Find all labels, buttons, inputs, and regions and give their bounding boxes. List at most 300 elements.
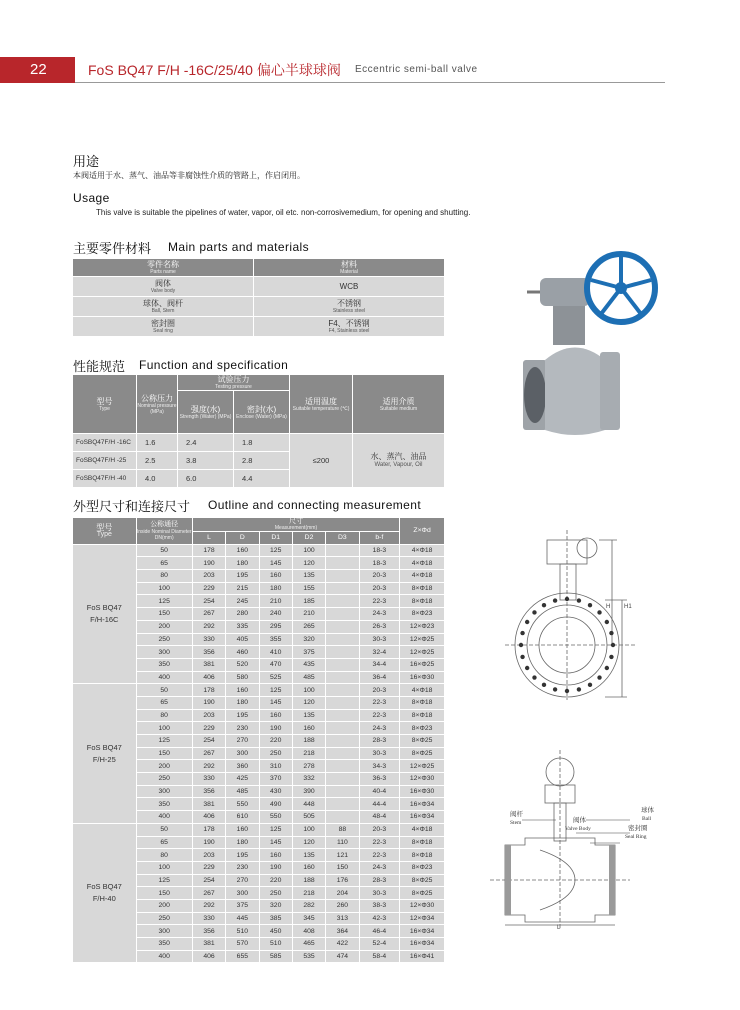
dims-cell [326, 646, 359, 659]
dims-cell: 65 [136, 836, 192, 849]
spec-type: FoSBQ47F/H -16C [73, 434, 137, 452]
dims-cell: 300 [136, 785, 192, 798]
dims-cell: 535 [292, 950, 325, 963]
part-name: 密封圈 Seal ring [73, 317, 254, 337]
dims-cell: 12×Φ25 [400, 646, 445, 659]
dims-cell: 422 [326, 938, 359, 951]
bolt-hole-icon [597, 675, 601, 679]
dims-cell: 8×Φ23 [400, 608, 445, 621]
dims-cell: 313 [326, 912, 359, 925]
dims-cell: 50 [136, 823, 192, 836]
dims-cell: 188 [292, 735, 325, 748]
dims-cell: 190 [192, 836, 225, 849]
dims-cell: 24-3 [359, 861, 400, 874]
usage-text-en: This valve is suitable the pipelines of water, vapor, oil etc. non-corrosivemedium, for opening and shutting. [96, 208, 471, 217]
dims-col-d3: D3 [326, 532, 359, 545]
dims-cell: 12×Φ25 [400, 633, 445, 646]
ball-label-en: Ball [642, 816, 652, 822]
dims-cell: 30-3 [359, 747, 400, 760]
dims-cell: 190 [192, 557, 225, 570]
header-subtitle: Eccentric semi-ball valve [355, 64, 478, 75]
bolt-hole-icon [577, 598, 581, 602]
dims-cell: 48-4 [359, 811, 400, 824]
dims-cell: 8×Φ23 [400, 722, 445, 735]
dims-row [73, 684, 445, 697]
part-material: WCB [254, 277, 445, 297]
valve-photo [505, 240, 660, 440]
dims-cell: 406 [192, 811, 225, 824]
dims-cell: 34-4 [359, 658, 400, 671]
dims-cell: 430 [259, 785, 292, 798]
dims-cell: 245 [226, 595, 259, 608]
dims-cell: 20-3 [359, 684, 400, 697]
dims-cell: 24-3 [359, 608, 400, 621]
header-rule [75, 82, 665, 83]
spec-pn: 1.6 [137, 434, 178, 452]
dims-cell: 125 [259, 544, 292, 557]
dims-cell: 381 [192, 798, 225, 811]
dims-cell: 16×Φ34 [400, 811, 445, 824]
dims-cell: 52-4 [359, 938, 400, 951]
dims-cell: 375 [226, 899, 259, 912]
dims-cell: 160 [292, 722, 325, 735]
dims-cell: 292 [192, 620, 225, 633]
dims-cell: 16×Φ25 [400, 658, 445, 671]
dims-heading-en: Outline and connecting measurement [208, 498, 422, 512]
dims-cell: 125 [259, 684, 292, 697]
dims-cell: 178 [192, 544, 225, 557]
bolt-hole-icon [565, 689, 569, 693]
dims-cell: 24-3 [359, 722, 400, 735]
dims-cell [326, 722, 359, 735]
dims-cell: 356 [192, 646, 225, 659]
dims-cell: 22-3 [359, 709, 400, 722]
dims-cell: 30-3 [359, 633, 400, 646]
dims-cell: 145 [259, 696, 292, 709]
bolt-hole-icon [542, 603, 546, 607]
bolt-hole-icon [588, 603, 592, 607]
dims-cell: 200 [136, 620, 192, 633]
dims-cell: 330 [192, 633, 225, 646]
usage-heading-en: Usage [73, 191, 110, 205]
dims-cell: 145 [259, 557, 292, 570]
dims-cell: 203 [192, 849, 225, 862]
dims-cell: 300 [136, 646, 192, 659]
bolt-hole-icon [553, 598, 557, 602]
dims-cell: 121 [326, 849, 359, 862]
dims-cell [326, 633, 359, 646]
spec-strength: 3.8 [178, 452, 234, 470]
dims-cell: 100 [136, 861, 192, 874]
dims-cell: 36-4 [359, 671, 400, 684]
spec-heading-cn: 性能规范 [73, 359, 126, 374]
dims-cell: 180 [259, 582, 292, 595]
dims-cell: 80 [136, 709, 192, 722]
dims-cell: 229 [192, 722, 225, 735]
dims-cell: 160 [226, 544, 259, 557]
bolt-hole-icon [609, 631, 613, 635]
dims-heading-cn: 外型尺寸和连接尺寸 [73, 499, 191, 514]
dims-cell: 36-3 [359, 773, 400, 786]
gearbox-shape [540, 278, 590, 306]
dims-cell: 350 [136, 938, 192, 951]
dims-col-bf: b-f [359, 532, 400, 545]
dims-cell: 100 [292, 823, 325, 836]
dims-cell: 100 [136, 582, 192, 595]
parts-row [73, 317, 445, 337]
dims-cell: 270 [226, 874, 259, 887]
dims-cell: 195 [226, 709, 259, 722]
bolt-hole-icon [553, 687, 557, 691]
bolt-hole-icon [605, 666, 609, 670]
dims-cell: 425 [226, 773, 259, 786]
dims-cell: 254 [192, 595, 225, 608]
spec-header-row [73, 375, 445, 391]
dims-cell: 240 [259, 608, 292, 621]
dims-cell: 50 [136, 544, 192, 557]
valve-bore-icon [524, 367, 546, 423]
dims-cell: 300 [136, 925, 192, 938]
dims-cell: 405 [226, 633, 259, 646]
dims-cell: 16×Φ30 [400, 785, 445, 798]
dims-cell: 200 [136, 760, 192, 773]
bolt-hole-icon [588, 683, 592, 687]
bolt-hole-icon [520, 631, 524, 635]
spec-header-strength: 强度(水) Strength (Water) (MPa) [178, 391, 234, 434]
bolt-hole-icon [532, 610, 536, 614]
dims-cell: 150 [136, 747, 192, 760]
spec-header-pn: 公称压力 Nominal pressure (MPa) [137, 375, 178, 434]
spec-seal: 2.8 [234, 452, 290, 470]
dims-cell: 204 [326, 887, 359, 900]
dims-cell: 265 [292, 620, 325, 633]
dims-cell: 190 [259, 722, 292, 735]
dims-cell: 34-3 [359, 760, 400, 773]
dims-cell: 125 [136, 595, 192, 608]
dims-cell: 88 [326, 823, 359, 836]
seal-label-cn: 密封圈 [628, 825, 648, 832]
dims-cell: 125 [136, 874, 192, 887]
dims-cell: 254 [192, 874, 225, 887]
dim-l-label: L [557, 925, 561, 930]
section-drawing [490, 750, 700, 930]
dims-cell: 406 [192, 950, 225, 963]
dims-cell: 18-3 [359, 544, 400, 557]
valve-bonnet-shape [553, 300, 585, 345]
dims-cell: 570 [226, 938, 259, 951]
dims-cell: 320 [259, 899, 292, 912]
dims-cell: 135 [292, 570, 325, 583]
dims-cell: 260 [326, 899, 359, 912]
bolt-hole-icon [611, 643, 615, 647]
spec-temp: ≤200 [290, 434, 353, 488]
dims-cell: 150 [326, 861, 359, 874]
dims-cell: 610 [226, 811, 259, 824]
dims-cell: 180 [226, 836, 259, 849]
dims-header-type: 型号 Type [73, 518, 137, 545]
dims-cell: 485 [292, 671, 325, 684]
bolt-hole-icon [597, 610, 601, 614]
spec-header-type: 型号 Type [73, 375, 137, 434]
dims-cell: 203 [192, 570, 225, 583]
dims-cell: 295 [259, 620, 292, 633]
dims-cell: 350 [136, 798, 192, 811]
dims-cell: 215 [226, 582, 259, 595]
dims-cell: 8×Φ18 [400, 582, 445, 595]
spec-seal: 4.4 [234, 470, 290, 488]
dims-cell: 8×Φ25 [400, 735, 445, 748]
dims-cell: 4×Φ18 [400, 823, 445, 836]
dims-cell [326, 798, 359, 811]
dims-col-d: D [226, 532, 259, 545]
dims-cell: 470 [259, 658, 292, 671]
header-title: FoS BQ47 F/H -16C/25/40 偏心半球球阀 [88, 62, 341, 78]
dims-cell: 490 [259, 798, 292, 811]
dims-cell: 12×Φ23 [400, 620, 445, 633]
dims-cell: 12×Φ30 [400, 773, 445, 786]
dims-cell: 210 [259, 595, 292, 608]
dims-cell [326, 684, 359, 697]
dims-cell: 4×Φ18 [400, 544, 445, 557]
part-name: 阀体 Valve body [73, 277, 254, 297]
spec-type: FoSBQ47F/H -25 [73, 452, 137, 470]
dims-cell: 250 [136, 633, 192, 646]
dims-cell: 4×Φ18 [400, 570, 445, 583]
dims-cell: 160 [226, 823, 259, 836]
dims-cell: 450 [259, 925, 292, 938]
usage-heading-cn: 用途 [73, 154, 100, 169]
bolt-hole-icon [532, 675, 536, 679]
dims-cell: 350 [136, 658, 192, 671]
dims-cell [326, 696, 359, 709]
dims-cell: 195 [226, 570, 259, 583]
dims-cell: 16×Φ34 [400, 798, 445, 811]
dims-cell: 18-3 [359, 557, 400, 570]
dims-cell: 28-3 [359, 874, 400, 887]
bolt-hole-icon [542, 683, 546, 687]
dims-cell: 550 [259, 811, 292, 824]
dims-cell: 8×Φ23 [400, 861, 445, 874]
dims-cell: 16×Φ34 [400, 938, 445, 951]
dims-cell: 58-4 [359, 950, 400, 963]
dims-cell: 30-3 [359, 887, 400, 900]
dims-cell: 160 [259, 849, 292, 862]
dims-cell: 125 [136, 735, 192, 748]
dims-row [73, 544, 445, 557]
dims-cell [326, 747, 359, 760]
dims-cell: 160 [259, 570, 292, 583]
dims-cell: 135 [292, 849, 325, 862]
dims-cell: 218 [292, 747, 325, 760]
valve-flange-right [600, 352, 620, 430]
bolt-hole-icon [605, 620, 609, 624]
dims-cell: 580 [226, 671, 259, 684]
dims-cell: 408 [292, 925, 325, 938]
bolt-hole-icon [565, 597, 569, 601]
front-outline-drawing [505, 530, 640, 700]
dims-cell [326, 608, 359, 621]
dims-cell: 525 [259, 671, 292, 684]
dims-cell: 210 [292, 608, 325, 621]
dims-cell: 65 [136, 557, 192, 570]
part-material: F4、不锈钢 F4, Stainless steel [254, 317, 445, 337]
spec-strength: 2.4 [178, 434, 234, 452]
dims-cell [326, 811, 359, 824]
dims-cell: 42-3 [359, 912, 400, 925]
dims-cell: 370 [259, 773, 292, 786]
bolt-hole-icon [519, 643, 523, 647]
page-number: 22 [0, 57, 75, 83]
dims-cell: 150 [136, 608, 192, 621]
dims-cell: 185 [292, 595, 325, 608]
dims-cell: 16×Φ41 [400, 950, 445, 963]
dims-cell: 385 [259, 912, 292, 925]
dims-table [72, 517, 445, 963]
dims-cell: 364 [326, 925, 359, 938]
bolt-hole-icon [525, 666, 529, 670]
dims-cell: 12×Φ30 [400, 899, 445, 912]
spec-header-test: 试验压力 Testing pressure [178, 375, 290, 391]
dims-cell: 448 [292, 798, 325, 811]
parts-heading-en: Main parts and materials [168, 240, 309, 254]
dims-cell: 310 [259, 760, 292, 773]
dims-cell: 28-3 [359, 735, 400, 748]
dims-cell: 229 [192, 861, 225, 874]
dims-header-row [73, 518, 445, 532]
dims-cell [326, 760, 359, 773]
dims-cell: 345 [292, 912, 325, 925]
dims-cell: 435 [292, 658, 325, 671]
dims-cell: 8×Φ25 [400, 887, 445, 900]
dims-cell: 8×Φ18 [400, 849, 445, 862]
dims-cell: 120 [292, 557, 325, 570]
dims-cell: 22-3 [359, 849, 400, 862]
dims-cell: 510 [259, 938, 292, 951]
dims-header-dn: 公称通径 Inside Nominal Diameter DN(mm) [136, 518, 192, 545]
dims-cell: 100 [136, 722, 192, 735]
dims-cell: 292 [192, 899, 225, 912]
parts-heading-cn: 主要零件材料 [73, 241, 152, 256]
dims-cell: 190 [192, 696, 225, 709]
dims-cell: 410 [259, 646, 292, 659]
dims-cell: 8×Φ25 [400, 874, 445, 887]
dims-cell: 280 [226, 608, 259, 621]
dims-group-type: FoS BQ47 F/H-25 [73, 684, 137, 824]
dims-cell: 32-4 [359, 646, 400, 659]
dims-cell: 250 [136, 773, 192, 786]
dims-cell: 335 [226, 620, 259, 633]
dims-cell: 160 [259, 709, 292, 722]
spec-seal: 1.8 [234, 434, 290, 452]
body-label-cn: 阀体 [573, 817, 586, 824]
dims-cell [326, 620, 359, 633]
dims-cell: 22-3 [359, 696, 400, 709]
dims-cell: 406 [192, 671, 225, 684]
dims-group-type: FoS BQ47 F/H-16C [73, 544, 137, 684]
spec-table [72, 374, 445, 488]
dims-cell: 120 [292, 696, 325, 709]
dims-cell: 38-3 [359, 899, 400, 912]
parts-table [72, 258, 445, 337]
dims-cell: 4×Φ18 [400, 557, 445, 570]
dims-cell: 180 [226, 557, 259, 570]
dims-cell: 510 [226, 925, 259, 938]
dims-cell: 80 [136, 570, 192, 583]
dims-cell [326, 671, 359, 684]
dims-cell: 292 [192, 760, 225, 773]
dims-cell [326, 785, 359, 798]
parts-row [73, 277, 445, 297]
dims-col-d2: D2 [292, 532, 325, 545]
dims-cell: 356 [192, 785, 225, 798]
dims-cell: 655 [226, 950, 259, 963]
dims-cell: 267 [192, 608, 225, 621]
dims-cell: 178 [192, 823, 225, 836]
dims-cell: 465 [292, 938, 325, 951]
dims-cell: 20-3 [359, 582, 400, 595]
spec-medium: 水、蒸汽、油品 Water, Vapour, Oil [353, 434, 445, 488]
dims-cell [326, 595, 359, 608]
dims-cell: 229 [192, 582, 225, 595]
dims-cell: 120 [292, 836, 325, 849]
dims-cell: 330 [192, 912, 225, 925]
valve-body-shape [545, 348, 605, 436]
spec-header-temp: 适用温度 Suitable temperature (℃) [290, 375, 353, 434]
dims-row [73, 823, 445, 836]
dims-cell: 250 [136, 912, 192, 925]
dims-cell: 8×Φ18 [400, 709, 445, 722]
dims-cell: 270 [226, 735, 259, 748]
dims-cell: 381 [192, 938, 225, 951]
dims-cell: 44-4 [359, 798, 400, 811]
dims-cell: 125 [259, 823, 292, 836]
dims-cell: 220 [259, 735, 292, 748]
dims-cell: 100 [292, 684, 325, 697]
part-material: 不锈钢 Stainless steel [254, 297, 445, 317]
dims-cell: 4×Φ18 [400, 684, 445, 697]
dims-cell: 320 [292, 633, 325, 646]
dims-cell: 230 [226, 861, 259, 874]
dims-cell: 46-4 [359, 925, 400, 938]
dims-cell: 300 [226, 887, 259, 900]
dims-cell: 195 [226, 849, 259, 862]
dims-group-type: FoS BQ47 F/H-40 [73, 823, 137, 963]
dims-cell: 355 [259, 633, 292, 646]
dims-cell: 160 [292, 861, 325, 874]
dims-cell: 80 [136, 849, 192, 862]
dims-cell: 250 [259, 747, 292, 760]
dims-cell: 8×Φ18 [400, 595, 445, 608]
dims-cell: 300 [226, 747, 259, 760]
dims-cell: 400 [136, 811, 192, 824]
dims-cell: 400 [136, 671, 192, 684]
ball-label-cn: 球体 [641, 807, 654, 814]
dims-cell: 585 [259, 950, 292, 963]
dims-cell: 330 [192, 773, 225, 786]
dims-cell: 218 [292, 887, 325, 900]
parts-header-row [73, 259, 445, 277]
dims-cell: 250 [259, 887, 292, 900]
dim-h1-label: H1 [624, 604, 632, 610]
dims-cell: 65 [136, 696, 192, 709]
dims-cell: 155 [292, 582, 325, 595]
dims-cell: 8×Φ18 [400, 696, 445, 709]
body-label-en: Valve Body [565, 826, 591, 832]
spec-heading-en: Function and specification [139, 358, 289, 372]
dims-cell: 356 [192, 925, 225, 938]
dims-cell [326, 773, 359, 786]
dim-h-label: H [606, 604, 611, 610]
